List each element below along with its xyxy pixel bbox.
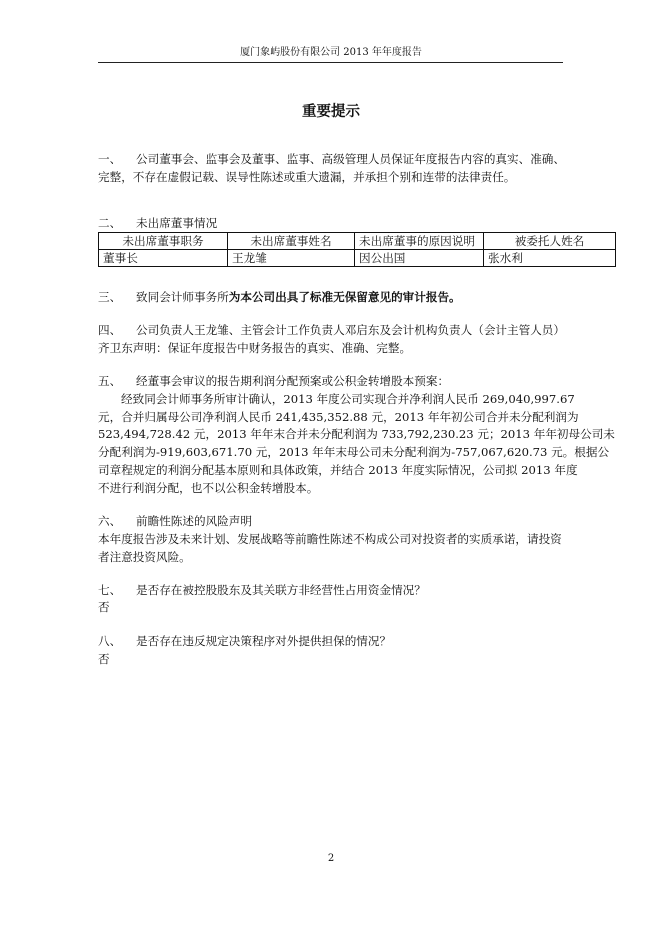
table-cell: 王龙雏 <box>228 250 355 267</box>
section-number: 四、 <box>98 323 122 337</box>
text: 前瞻性陈述的风险声明 <box>136 514 252 528</box>
page-title: 重要提示 <box>302 104 360 120</box>
section-number: 五、 <box>98 374 122 388</box>
column-header: 未出席董事的原因说明 <box>355 233 484 250</box>
section-number: 七、 <box>98 583 122 597</box>
text: 致同会计师事务所 <box>136 290 229 304</box>
text: 未出席董事情况 <box>136 216 218 230</box>
running-header: 厦门象屿股份有限公司 2013 年年度报告 <box>240 47 422 58</box>
section-number: 三、 <box>98 290 122 304</box>
section-number: 一、 <box>98 152 122 166</box>
section-6-line: 者注意投资风险。 <box>98 550 191 564</box>
section-5-line: 经致同会计师事务所审计确认，2013 年度公司实现合并净利润人民币 269,040,997.67 <box>121 392 575 406</box>
section-3 <box>98 290 461 304</box>
section-5-line: 523,494,728.42 元，2013 年年末合并未分配利润为 733,792,230.23 元；2013 年年初母公司未 <box>98 427 615 441</box>
section-1-line-1 <box>98 152 565 166</box>
section-5-line: 不进行利润分配，也不以公积金转增股本。 <box>98 481 319 495</box>
text: 公司董事会、监事会及董事、监事、高级管理人员保证年度报告内容的真实、准确、 <box>136 152 565 166</box>
section-6-heading <box>98 514 252 528</box>
header-rule <box>98 62 563 63</box>
section-number: 二、 <box>98 216 122 230</box>
column-header: 未出席董事姓名 <box>228 233 355 250</box>
section-8-answer: 否 <box>98 652 110 666</box>
text: 经董事会审议的报告期利润分配预案或公积金转增股本预案： <box>136 374 450 388</box>
section-7-heading <box>98 583 426 597</box>
text: 是否存在被控股股东及其关联方非经营性占用资金情况？ <box>136 583 426 597</box>
table-cell: 因公出国 <box>355 250 484 267</box>
section-6-line: 本年度报告涉及未来计划、发展战略等前瞻性陈述不构成公司对投资者的实质承诺，请投资 <box>98 532 562 546</box>
table-cell: 张水利 <box>484 250 616 267</box>
column-header: 被委托人姓名 <box>484 233 616 250</box>
page-number: 2 <box>327 853 335 864</box>
section-5-heading <box>98 374 449 388</box>
bold-text: 为本公司出具了标准无保留意见的审计报告。 <box>228 290 461 304</box>
section-1-line-2: 完整，不存在虚假记载、误导性陈述或重大遗漏，并承担个别和连带的法律责任。 <box>98 170 516 184</box>
section-5-line: 分配利润为-919,603,671.70 元，2013 年年末母公司未分配利润为-757,067,620.73 元。根据公 <box>98 445 610 459</box>
column-header: 未出席董事职务 <box>99 233 228 250</box>
table-row <box>99 250 616 267</box>
table-cell: 董事长 <box>99 250 228 267</box>
section-4-line-2: 齐卫东声明：保证年度报告中财务报告的真实、准确、完整。 <box>98 341 412 355</box>
section-number: 六、 <box>98 514 122 528</box>
section-4-line-1 <box>98 323 565 337</box>
text: 公司负责人王龙雏、主管会计工作负责人邓启东及会计机构负责人（会计主管人员） <box>136 323 565 337</box>
section-5-line: 司章程规定的利润分配基本原则和具体政策，并结合 2013 年度实际情况，公司拟 2013 年度 <box>98 463 578 477</box>
section-number: 八、 <box>98 634 122 648</box>
absent-directors-table <box>98 232 616 267</box>
table-header-row <box>99 233 616 250</box>
text: 是否存在违反规定决策程序对外提供担保的情况？ <box>136 634 392 648</box>
section-5-line: 元，合并归属母公司净利润人民币 241,435,352.88 元，2013 年年初公司合并未分配利润为 <box>98 410 579 424</box>
section-2-heading <box>98 216 217 230</box>
section-8-heading <box>98 634 391 648</box>
section-7-answer: 否 <box>98 600 110 614</box>
